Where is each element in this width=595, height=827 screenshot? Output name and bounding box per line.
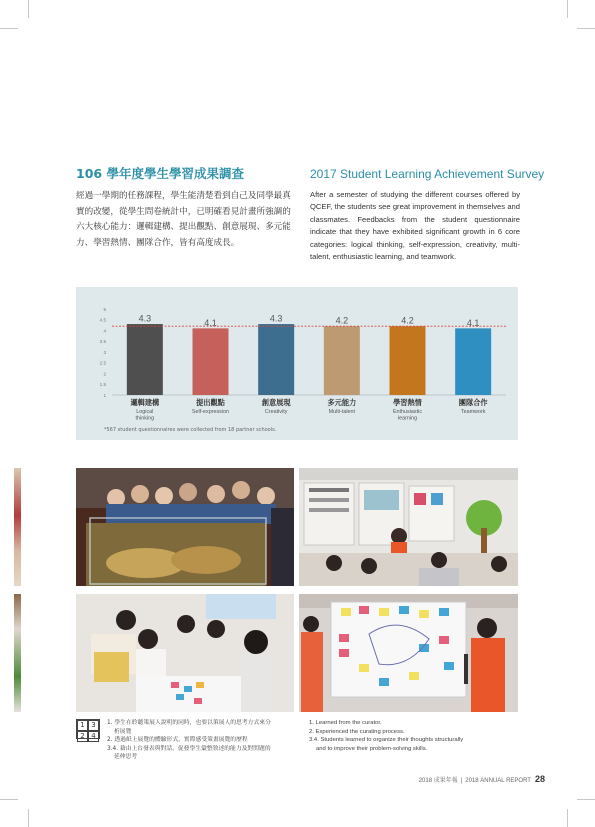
bar-value-label: 4.2 bbox=[401, 315, 414, 326]
category-label-zh: 團隊合作 bbox=[458, 398, 488, 407]
photo-captions-en bbox=[309, 719, 519, 753]
y-tick-label: 5 bbox=[103, 306, 106, 312]
category-label-en: Teamwork bbox=[460, 409, 486, 415]
ref-number: 3 bbox=[88, 720, 99, 731]
photo-captions-zh bbox=[107, 719, 297, 762]
page-footer bbox=[419, 774, 545, 784]
photo-reference-grid bbox=[76, 719, 100, 739]
ref-number: 4 bbox=[88, 731, 99, 742]
category-label-zh: 創意展現 bbox=[261, 398, 291, 407]
photo-museum-exhibit bbox=[76, 468, 294, 586]
crop-mark bbox=[28, 809, 29, 827]
body-text-en: After a semester of studying the different courses offered by QCEF, the students see great improvement in themselves and classmates. Feedbacks from the student questionnaire indicate that they have exhibited significant growth in 6 core categories: logical thinking, self-expression, creativity, multi-talent, enthusiastic learning, and teamwork. bbox=[310, 190, 520, 262]
chart-canvas bbox=[76, 287, 518, 440]
caption-line: 延伸思考 bbox=[114, 754, 138, 761]
ref-number: 2 bbox=[77, 731, 88, 742]
category-label-zh: 學習熱情 bbox=[393, 398, 422, 407]
category-label-zh: 多元能力 bbox=[327, 398, 357, 407]
chart-footnote: *567 student questionnaires were collected from 18 partner schools. bbox=[104, 427, 277, 433]
caption-line: 3.4. Students learned to organize their thoughts structurally bbox=[309, 737, 464, 744]
bar-value-label: 4.2 bbox=[335, 315, 349, 326]
category-label-en: thinking bbox=[135, 415, 155, 422]
y-tick-label: 1 bbox=[103, 392, 106, 398]
crop-mark bbox=[577, 799, 595, 800]
section-heading-en: 2017 Student Learning Achievement Survey bbox=[310, 167, 545, 181]
photo-presenting-mindmap bbox=[299, 594, 518, 712]
y-tick-label: 1.5 bbox=[99, 382, 106, 388]
bar bbox=[193, 328, 229, 395]
photo-organizing-cards bbox=[76, 594, 294, 712]
side-photo-strip bbox=[14, 468, 21, 586]
body-text-zh: 經過一學期的任務課程，學生能清楚看到自己及同學最真實的改變，從學生問卷統計中，已明確看見計畫所強調的六大核心能力：邏輯建構、提出觀點、創意展現、多元能力、學習熱情、團隊合作，皆有高度成長。 bbox=[76, 191, 291, 248]
page-number: 28 bbox=[534, 774, 545, 784]
crop-mark bbox=[577, 28, 595, 29]
category-label-en: Logical bbox=[136, 409, 154, 415]
caption-line: 3.4. 藉由上台發表與對話，促發學生彙整敘述的能力及對問題的 bbox=[107, 745, 271, 752]
bar-value-label: 4.1 bbox=[466, 317, 480, 328]
bar bbox=[324, 326, 360, 395]
y-tick-label: 3 bbox=[103, 349, 106, 355]
crop-mark bbox=[28, 0, 29, 18]
category-label-en: Self-expression bbox=[191, 409, 230, 415]
y-tick-label: 2.5 bbox=[99, 360, 106, 366]
caption-line: 2. 透過紙上展覽的體驗形式，實際感受策畫展覽的歷程 bbox=[107, 737, 248, 744]
crop-mark bbox=[0, 28, 18, 29]
ref-number: 1 bbox=[77, 720, 88, 731]
category-label-en: Creativity bbox=[264, 409, 288, 415]
caption-line: 1. 學生在聆聽策展人說明的同時，也要以策展人的思考方式來分 bbox=[107, 720, 271, 726]
survey-bar-chart bbox=[76, 287, 518, 440]
bar bbox=[390, 326, 426, 395]
bar-value-label: 4.3 bbox=[138, 313, 152, 324]
section-heading-zh: 106 學年度學生學習成果調查 bbox=[76, 166, 244, 181]
y-tick-label: 3.5 bbox=[99, 339, 106, 345]
side-photo-strip bbox=[14, 594, 21, 712]
y-tick-label: 2 bbox=[103, 371, 106, 377]
crop-mark bbox=[0, 799, 18, 800]
y-tick-label: 4 bbox=[103, 328, 106, 334]
caption-line: and to improve their problem-solving skills. bbox=[316, 745, 428, 752]
bar bbox=[127, 324, 163, 395]
category-label-zh: 提出觀點 bbox=[196, 398, 225, 407]
caption-line: 析展覽 bbox=[114, 728, 132, 735]
footer-report-zh: 2018 成果年報 bbox=[418, 778, 458, 784]
bar bbox=[258, 324, 294, 395]
category-label-en: Multi-talent bbox=[328, 409, 356, 415]
y-tick-label: 4.5 bbox=[99, 317, 106, 323]
photo-curating-boards bbox=[299, 468, 518, 586]
bar-value-label: 4.3 bbox=[269, 313, 283, 324]
footer-separator: | bbox=[460, 778, 463, 784]
crop-mark bbox=[567, 0, 568, 18]
caption-line: 1. Learned from the curator. bbox=[309, 720, 382, 726]
category-label-zh: 邏輯建構 bbox=[130, 398, 160, 407]
bar-value-label: 4.1 bbox=[204, 317, 217, 328]
caption-line: 2. Experienced the curating process. bbox=[309, 728, 405, 735]
category-label-en: learning bbox=[397, 415, 418, 422]
bar bbox=[455, 328, 491, 395]
footer-report-en: 2018 ANNUAL REPORT bbox=[465, 778, 531, 784]
crop-mark bbox=[567, 809, 568, 827]
category-label-en: Enthusiastic bbox=[392, 409, 423, 415]
